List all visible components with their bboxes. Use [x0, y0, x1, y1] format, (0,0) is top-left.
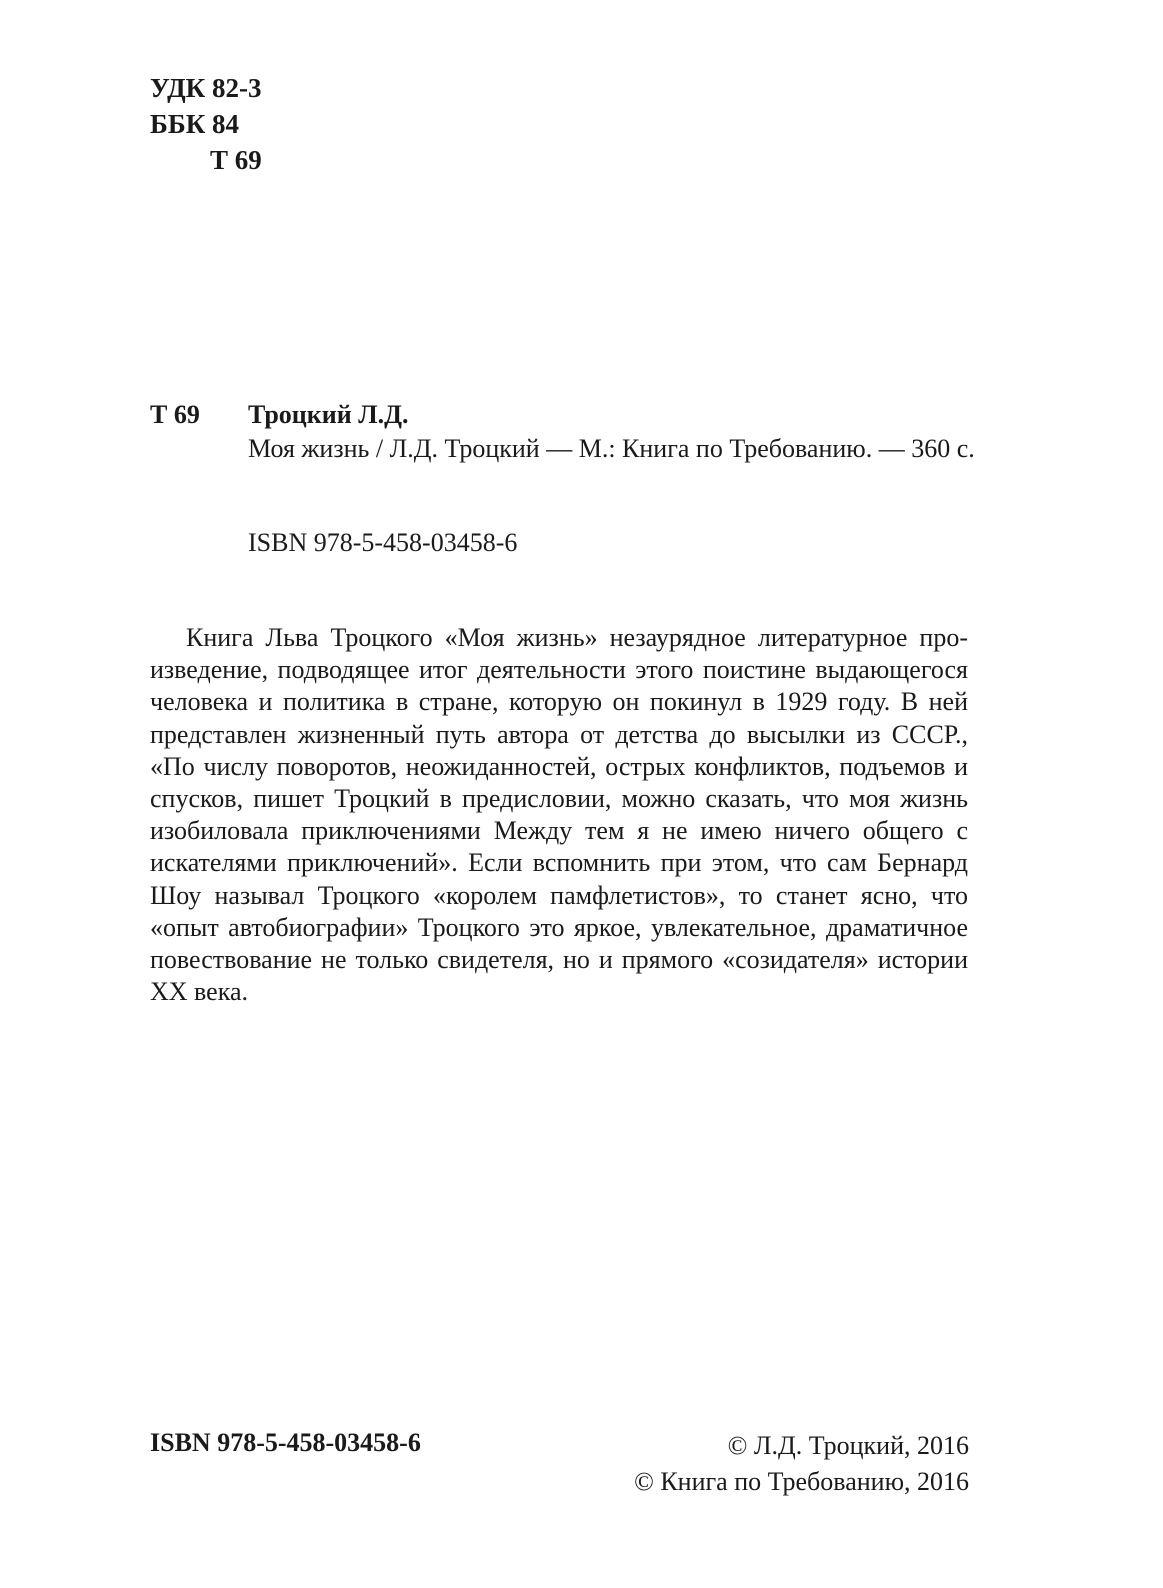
annotation-line: XX века.	[150, 977, 248, 1007]
copyright-author: © Л.Д. Троцкий, 2016	[727, 1431, 969, 1460]
entry-author: Троцкий Л.Д.	[248, 400, 409, 429]
annotation-line: изведение, подводящее итог деятельности этого поистине выдающегося	[150, 655, 968, 685]
author-mark: Т 69	[210, 145, 262, 175]
classification-block	[150, 70, 262, 178]
annotation-line: спусков, пишет Троцкий в предисловии, можно сказать, что моя жизнь	[150, 784, 968, 814]
copyright-publisher: © Книга по Требованию, 2016	[634, 1467, 969, 1496]
footer-isbn: ISBN 978-5-458-03458-6	[150, 1428, 421, 1457]
annotation-line: изобиловала приключениями Между тем я не имею ничего общего с	[150, 816, 968, 846]
udk-code: УДК 82-3	[150, 73, 262, 103]
entry-isbn: ISBN 978-5-458-03458-6	[248, 528, 518, 557]
entry-citation: Моя жизнь / Л.Д. Троцкий — М.: Книга по Требованию. — 360 с.	[248, 434, 975, 463]
annotation-line: Книга Льва Троцкого «Моя жизнь» незаурядное литературное про-	[186, 623, 968, 652]
annotation-line: искателями приключений». Если вспомнить при этом, что сам Бернард	[150, 848, 968, 878]
copyright-block	[634, 1428, 969, 1500]
entry-code: Т 69	[150, 400, 200, 429]
annotation-paragraph	[150, 622, 968, 1008]
bbk-code: ББК 84	[150, 109, 240, 139]
annotation-line: человека и политика в стране, которую он покинул в 1929 году. В ней	[150, 687, 968, 717]
annotation-line: «По числу поворотов, неожиданностей, острых конфликтов, подъемов и	[150, 751, 968, 781]
annotation-line: Шоу называл Троцкого «королем памфлетистов», то станет ясно, что	[150, 880, 968, 910]
annotation-line: повествование не только свидетеля, но и прямого «созидателя» истории	[150, 945, 968, 975]
annotation-line: «опыт автобиографии» Троцкого это яркое, увлекательное, драматичное	[150, 912, 968, 942]
annotation-line: представлен жизненный путь автора от детства до высылки из СССР.,	[150, 719, 968, 749]
